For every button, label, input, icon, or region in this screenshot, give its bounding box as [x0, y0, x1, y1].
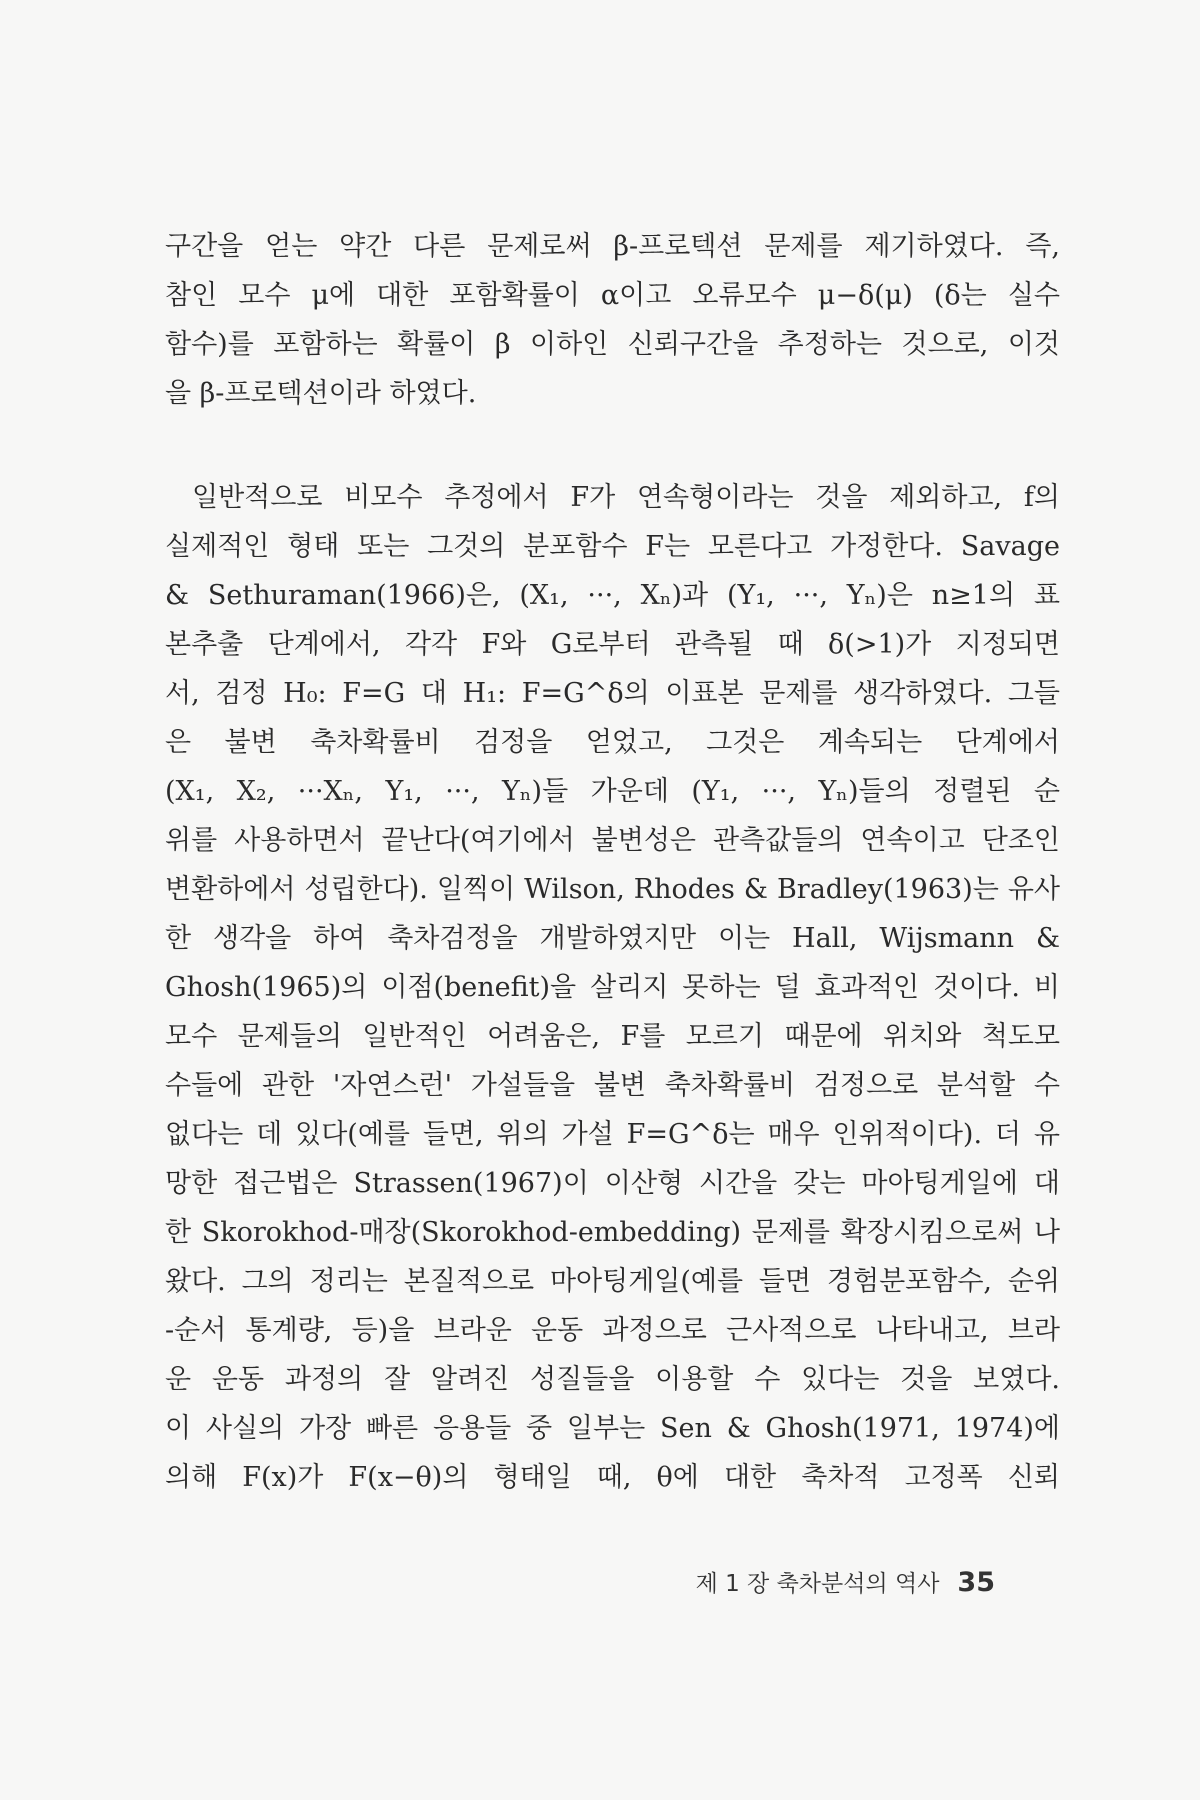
text-line: 운 운동 과정의 잘 알려진 성질들을 이용할 수 있다는 것을 보였다.: [165, 1364, 1060, 1395]
text-line: 변환하에서 성립한다). 일찍이 Wilson, Rhodes & Bradley(1963)는 유사: [165, 874, 1060, 905]
page-footer: [696, 1565, 995, 1598]
text-line: 수들에 관한 '자연스런' 가설들을 불변 축차확률비 검정으로 분석할 수: [165, 1070, 1060, 1101]
text-line: 본추출 단계에서, 각각 F와 G로부터 관측될 때 δ(>1)가 지정되면: [165, 629, 1060, 660]
text-line: 위를 사용하면서 끝난다(여기에서 불변성은 관측값들의 연속이고 단조인: [165, 825, 1060, 856]
text-line: 을 β-프로텍션이라 하였다.: [165, 378, 477, 409]
text-line: (X₁, X₂, ···Xₙ, Y₁, ···, Yₙ)들 가운데 (Y₁, ···, Yₙ)들의 정렬된 순: [165, 776, 1060, 807]
text-line: 한 생각을 하여 축차검정을 개발하였지만 이는 Hall, Wijsmann &: [165, 923, 1060, 954]
text-line: 의해 F(x)가 F(x−θ)의 형태일 때, θ에 대한 축차적 고정폭 신뢰: [165, 1462, 1060, 1493]
chapter-title: 제 1 장 축차분석의 역사: [695, 1571, 940, 1597]
text-line: 모수 문제들의 일반적인 어려움은, F를 모르기 때문에 위치와 척도모: [165, 1021, 1060, 1052]
paragraph-2: [165, 473, 1060, 1502]
text-line: 서, 검정 H₀: F=G 대 H₁: F=G^δ의 이표본 문제를 생각하였다. 그들: [165, 678, 1060, 709]
text-line: 함수)를 포함하는 확률이 β 이하인 신뢰구간을 추정하는 것으로, 이것: [165, 329, 1060, 360]
text-line: 이 사실의 가장 빠른 응용들 중 일부는 Sen & Ghosh(1971, 1974)에: [165, 1413, 1060, 1444]
text-line: -순서 통계량, 등)을 브라운 운동 과정으로 근사적으로 나타내고, 브라: [165, 1315, 1060, 1346]
text-line: & Sethuraman(1966)은, (X₁, ···, Xₙ)과 (Y₁, ···, Yₙ)은 n≥1의 표: [165, 580, 1060, 611]
text-line: 참인 모수 μ에 대한 포함확률이 α이고 오류모수 μ−δ(μ) (δ는 실수: [165, 280, 1060, 311]
text-line: 없다는 데 있다(예를 들면, 위의 가설 F=G^δ는 매우 인위적이다). 더 유: [165, 1119, 1060, 1150]
text-line: 일반적으로 비모수 추정에서 F가 연속형이라는 것을 제외하고, f의: [192, 482, 1060, 513]
paragraph-1: [165, 222, 1060, 418]
text-line: Ghosh(1965)의 이점(benefit)을 살리지 못하는 덜 효과적인 것이다. 비: [165, 972, 1060, 1003]
text-line: 은 불변 축차확률비 검정을 얻었고, 그것은 계속되는 단계에서: [165, 727, 1060, 758]
text-line: 한 Skorokhod-매장(Skorokhod-embedding) 문제를 확장시킴으로써 나: [165, 1217, 1060, 1248]
text-line: 구간을 얻는 약간 다른 문제로써 β-프로텍션 문제를 제기하였다. 즉,: [165, 231, 1060, 262]
text-line: 실제적인 형태 또는 그것의 분포함수 F는 모른다고 가정한다. Savage: [165, 531, 1060, 562]
page-number: 35: [957, 1567, 995, 1598]
text-line: 왔다. 그의 정리는 본질적으로 마아팅게일(예를 들면 경험분포함수, 순위: [165, 1266, 1060, 1297]
text-line: 망한 접근법은 Strassen(1967)이 이산형 시간을 갖는 마아팅게일에 대: [165, 1168, 1060, 1199]
